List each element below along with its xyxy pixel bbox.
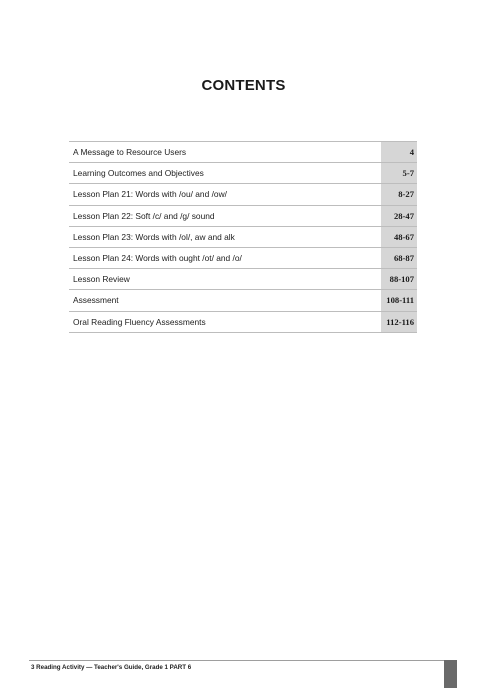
toc-row[interactable] [69, 142, 417, 163]
toc-entry-label: Assessment [73, 295, 119, 306]
toc-entry-label: Lesson Plan 24: Words with ought /ot/ and /o/ [73, 252, 242, 263]
toc-entry-label: Lesson Plan 23: Words with /ol/, aw and alk [73, 231, 235, 242]
toc-page-number: 88-107 [381, 269, 417, 289]
toc-page-number: 112-116 [381, 312, 417, 332]
toc-entry-label: Lesson Plan 21: Words with /ou/ and /ow/ [73, 189, 227, 200]
toc-row[interactable] [69, 269, 417, 290]
table-of-contents [69, 141, 417, 333]
toc-page-number: 8-27 [381, 184, 417, 204]
toc-entry-label: Lesson Plan 22: Soft /c/ and /g/ sound [73, 210, 215, 221]
footer-page-tab [444, 660, 457, 688]
toc-row[interactable] [69, 290, 417, 311]
toc-entry-label: Learning Outcomes and Objectives [73, 168, 204, 179]
toc-entry-label: Lesson Review [73, 274, 130, 285]
toc-page-number: 4 [381, 142, 417, 162]
toc-row[interactable] [69, 312, 417, 333]
toc-row[interactable] [69, 248, 417, 269]
toc-page-number: 5-7 [381, 163, 417, 183]
page-title: CONTENTS [201, 77, 286, 94]
toc-row[interactable] [69, 206, 417, 227]
toc-entry-label: Oral Reading Fluency Assessments [73, 316, 206, 327]
toc-page-number: 28-47 [381, 206, 417, 226]
toc-row[interactable] [69, 184, 417, 205]
toc-row[interactable] [69, 227, 417, 248]
toc-page-number: 68-87 [381, 248, 417, 268]
footer-divider [29, 660, 457, 661]
footer-text: 3 Reading Activity — Teacher's Guide, Grade 1 PART 6 [31, 664, 192, 671]
toc-entry-label: A Message to Resource Users [73, 147, 187, 157]
toc-page-number: 108-111 [381, 290, 417, 310]
toc-page-number: 48-67 [381, 227, 417, 247]
toc-row[interactable] [69, 163, 417, 184]
